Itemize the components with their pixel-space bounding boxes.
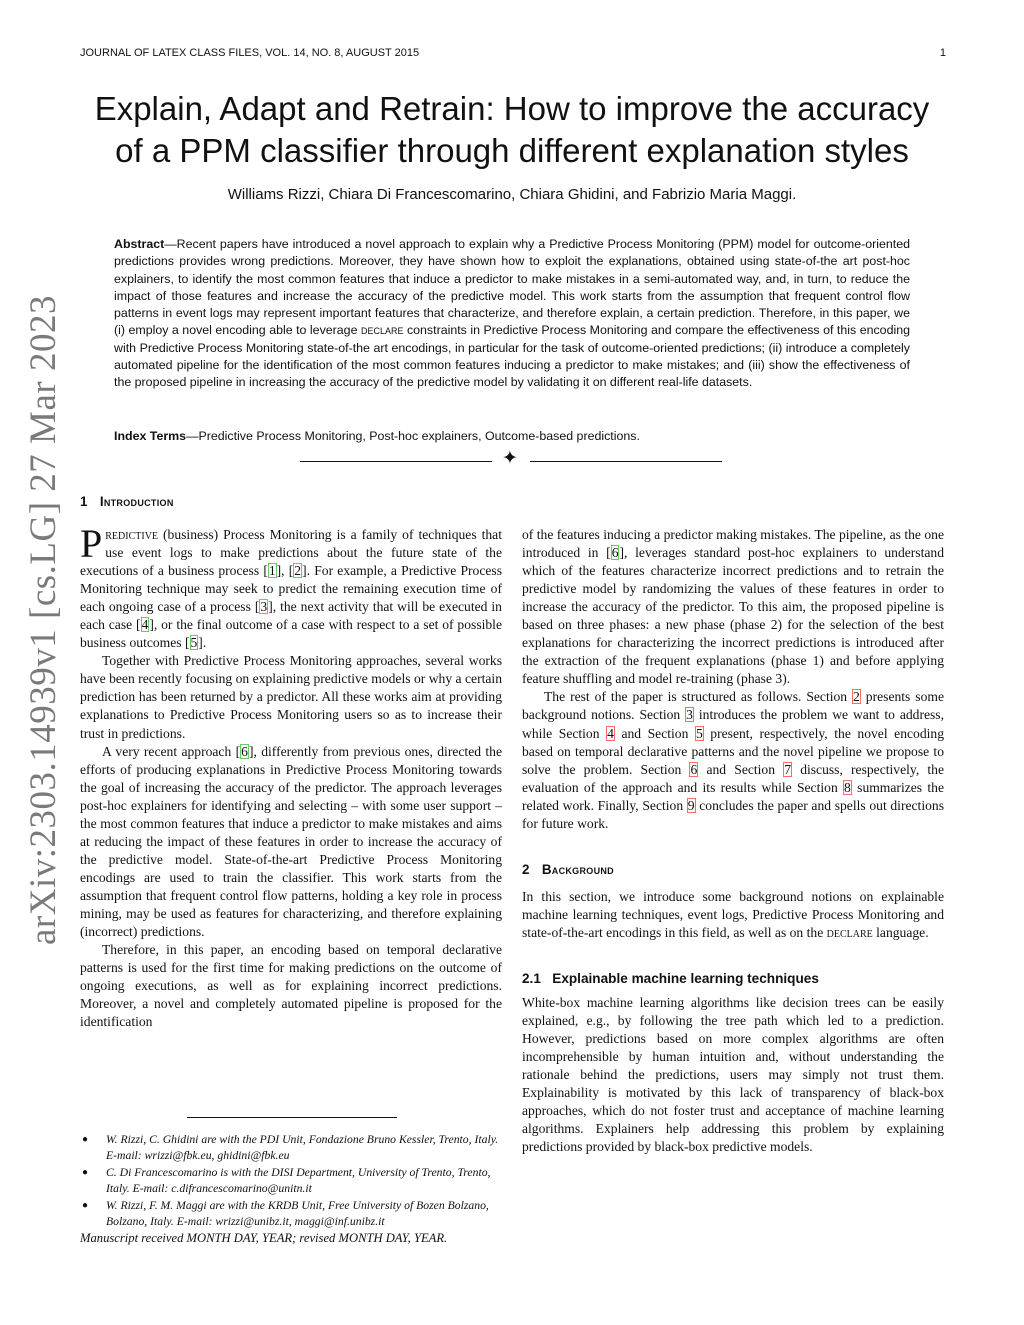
journal-name: JOURNAL OF LATEX CLASS FILES, VOL. 14, NO. 8, AUGUST 2015 [80,47,420,59]
section-1-number: 1 [80,494,88,509]
section-ref-link[interactable]: 5 [695,725,703,741]
arxiv-stamp: arXiv:2303.14939v1 [cs.LG] 27 Mar 2023 [23,295,64,945]
structure-text: The rest of the paper is structured as follows. Section [544,689,853,705]
intro-paragraph-4: Therefore, in this paper, an encoding based on temporal declarative patterns is used for the first time for making predictions on the outcome of ongoing executions, as well as for explaining incorrect predictions. Moreover, a novel and completely automated pipeline is proposed for the identification [80,942,502,1030]
structure-text: and Section [614,725,695,741]
abstract-text-2: constraints in Predictive Process Monitoring and compare the effectiveness of this encoding with Predictive Process Monitoring state-of-the art encodings, in particular for the task of outcome-oriented predictions; (ii) introduce a completely automated pipeline for the identification of the most common features inducing a predictor to make mistakes; and (iii) show the effectiveness of the proposed pipeline in increasing the accuracy of the predictive model by validating it on different real-life datasets. [114,323,910,390]
index-terms-text: —Predictive Process Monitoring, Post-hoc explainers, Outcome-based predictions. [186,429,640,443]
intro-paragraph-1: Predictive (business) Process Monitoring is a family of techniques that use event logs to make predictions about the future state of the executions of a business process [1], [2]. For example, a Predictive Process Monitoring technique may seek to predict the remaining execution time of each ongoing case of a process [3], the next activity that will be executed in each case [4], or the final outcome of a case with respect to a set of possible business outcomes [5]. [80,521,502,651]
citation-link[interactable]: 6 [611,545,619,561]
title-line-1: Explain, Adapt and Retrain: How to improve the accuracy [94,90,930,127]
paper-title [60,88,964,172]
running-header [80,47,946,59]
abstract-declare: declare [360,323,404,338]
intro-paragraph-2: Together with Predictive Process Monitoring approaches, several works have been recently focusing on explaining predictive models or why a certain prediction has been returned by a predictor. All these works aim at providing explanations to Predictive Process Monitoring users so as to increase their trust in predictions. [80,653,502,741]
section-1-title: Introduction [99,494,174,509]
xai-paragraph: White-box machine learning algorithms like decision trees can be easily explained, e.g., by following the tree path which led to a prediction. However, predictions based on more complex algorithms are often incomprehensible by human intuition and, without understanding the rationale behind the predictions, users may simply not trust them. Explainability is motivated by this lack of transparency of black-box approaches, which do not foster trust and acceptance of machine learning algorithms. Explainers help addressing this problem by explaining predictions provided by black-box predictive models. [522,995,944,1155]
abstract-text-1: —Recent papers have introduced a novel approach to explain why a Predictive Process Monitoring (PPM) model for outcome-oriented predictions provides wrong predictions. Moreover, they have shown how to exploit the explanations, obtained using state-of-the art post-hoc explainers, to identify the most common features that induce a predictor to make mistakes in a semi-automated way, and, in turn, to reduce the impact of those features and increase the accuracy of the predictive model. This work starts from the assumption that frequent control flow patterns in event logs may represent important features that characterize, and therefore explain, a certain prediction. Therefore, in this paper, we (i) employ a novel encoding able to leverage [114,237,910,338]
title-line-2: of a PPM classifier through different explanation styles [115,132,909,169]
intro-p3-text-b: , differently from previous ones, directed the efforts of producing explanations in Predictive Process Monitoring towards the goal of increasing the accuracy of the predictor. The approach leverages post-hoc explainers for identifying and selecting – with some user support – the most common features that induce a predictor to make mistakes and aims at reducing the impact of these features in order to increase the accuracy of the predictive model. State-of-the-art Predictive Process Monitoring encodings are used to train the classifier. This work starts from the assumption that frequent control flow patterns, holding a key role in process mining, may be used as features for characterizing, and therefore explaining (incorrect) predictions. [80,743,502,940]
intro-paragraph-3: A very recent approach [6], differently from previous ones, directed the efforts of producing explanations in Predictive Process Monitoring towards the goal of increasing the accuracy of the predictor. The approach leverages post-hoc explainers for identifying and selecting – with some user support – the most common features that induce a predictor to make mistakes and aims at reducing the impact of these features in order to increase the accuracy of the predictive model. State-of-the-art Predictive Process Monitoring encodings are used to train the classifier. This work starts from the assumption that frequent control flow patterns, holding a key role in process mining, may be used as features for characterizing, and therefore explaining (incorrect) predictions. [80,743,502,940]
bullet-icon: ● [82,1167,89,1178]
section-2-heading [522,861,944,879]
subsection-2-1-title: Explainable machine learning techniques [552,970,819,986]
index-terms [114,428,910,445]
footnote-item [80,1132,502,1163]
page-number: 1 [939,47,946,59]
author-list: Williams Rizzi, Chiara Di Francescomarino, Chiara Ghidini, and Fabrizio Maria Maggi. [227,186,797,203]
intro-p1-text-e: . [202,635,207,651]
abstract [114,236,910,392]
section-ref-link[interactable]: 6 [690,761,698,777]
section-ref-link[interactable]: 3 [686,707,693,723]
citation-link[interactable]: 3 [260,599,268,615]
footnote-text: C. Di Francescomarino is with the DISI Department, University of Trento, Trento, Italy. E-mail: c.difrancescomarino@unitn.it [106,1166,491,1195]
section-ref-link[interactable]: 8 [844,779,851,795]
manuscript-note: Manuscript received MONTH DAY, YEAR; revised MONTH DAY, YEAR. [80,1231,448,1245]
structure-text: present, respectively, the novel encoding based on temporal declarative patterns and the novel pipeline we propose to solve the problem. Section [522,725,944,777]
abstract-label: Abstract [114,237,165,251]
citation-link[interactable]: 2 [294,563,302,579]
structure-text: and Section [698,761,784,777]
citation-link[interactable]: 5 [190,635,198,651]
structure-text: introduces the problem we want to address, while Section [522,707,944,741]
background-declare: declare [826,924,873,940]
section-ref-link[interactable]: 9 [687,797,695,813]
background-text-a: In this section, we introduce some background notions on explainable machine learning techniques, event logs, Predictive Process Monitoring and state-of-the-art encodings in this field, as well as on the [522,888,944,940]
divider-rule-left [300,461,492,462]
citation-link[interactable]: 1 [268,563,276,579]
intro-p1-text-d: , or the final outcome of a case with respect to a set of possible business outcomes [80,617,502,651]
left-column [80,521,502,1031]
intro-p3-text-a: A very recent approach [102,743,236,759]
footnotes [80,1132,502,1231]
background-paragraph [522,888,944,942]
section-divider [300,448,722,469]
citation-link[interactable]: 4 [141,617,149,633]
right-column [522,526,944,1156]
structure-text: summarizes the related work. Finally, Section [522,779,944,813]
background-text-b: language. [872,924,929,940]
section-2-number: 2 [522,861,530,877]
footnote-text: W. Rizzi, F. M. Maggi are with the KRDB Unit, Free University of Bozen Bolzano, Bolzano, Italy. E-mail: wrizzi@unibz.it, maggi@inf.unibz.it [106,1199,489,1228]
intro-r1-text-b: , leverages standard post-hoc explainers to understand which of the features characterize incorrect predictions and to retrain the predictive model by randomizing the values of these features in order to increase the accuracy of the predictor. To this aim, the proposed pipeline is based on three phases: a new phase (phase 2) for the selection of the best explanations for characterizing the incorrect predictions is introduced after the extraction of the frequent explanations (phase 1) and before applying feature shuffling and model re-training (phase 3). [522,545,944,687]
footnote-item [80,1165,502,1196]
section-ref-link[interactable]: 7 [784,761,792,777]
intro-p1-text-b: . For example, a Predictive Process Monitoring technique may seek to predict the remaining execution time of each ongoing case of a process [80,563,502,615]
divider-rule-right [530,461,722,462]
intro-p1-text-a: (business) Process Monitoring is a family of techniques that use event logs to make predictions about the future state of the executions of a business process [80,527,502,579]
section-ref-link[interactable]: 4 [607,725,614,741]
footnote-rule [187,1117,397,1118]
structure-text: presents some background notions. Section [522,689,944,723]
bullet-icon: ● [82,1134,89,1145]
subsection-2-1-heading [522,970,944,988]
section-ref-link[interactable]: 2 [853,689,860,705]
section-1-heading [80,494,174,509]
section-2-title: Background [541,861,614,877]
footnote-text: W. Rizzi, C. Ghidini are with the PDI Unit, Fondazione Bruno Kessler, Trento, Italy. E-mail: wrizzi@fbk.eu, ghidini@fbk.eu [106,1133,499,1162]
bullet-icon: ● [82,1200,89,1211]
citation-link[interactable]: 6 [241,743,248,759]
intro-r1-text-a: of the features inducing a predictor making mistakes. The pipeline, as the one introduced in [522,527,944,561]
intro-structure-paragraph [522,688,944,832]
structure-text: discuss, respectively, the evaluation of the approach and its results while Section [522,761,945,795]
footnote-item [80,1198,502,1229]
index-terms-label: Index Terms [114,429,187,443]
divider-star-icon: ✦ [502,448,518,469]
drop-cap: P [80,521,103,566]
subsection-2-1-number: 2.1 [522,970,541,986]
intro-p1-text-c: , the next activity that will be executed in each case [80,599,502,633]
intro-smallcaps-word: redictive [105,527,159,542]
intro-continued-paragraph: of the features inducing a predictor making mistakes. The pipeline, as the one introduced in [6], leverages standard post-hoc explainers to understand which of the features characterize incorrect predictions and to retrain the predictive model by randomizing the values of these features in order to increase the accuracy of the predictor. To this aim, the proposed pipeline is based on three phases: a new phase (phase 2) for the selection of the best explanations for characterizing the incorrect predictions is introduced after the extraction of the frequent explanations (phase 1) and before applying feature shuffling and model re-training (phase 3). [522,527,944,687]
structure-text: concludes the paper and spells out directions for future work. [522,797,944,831]
